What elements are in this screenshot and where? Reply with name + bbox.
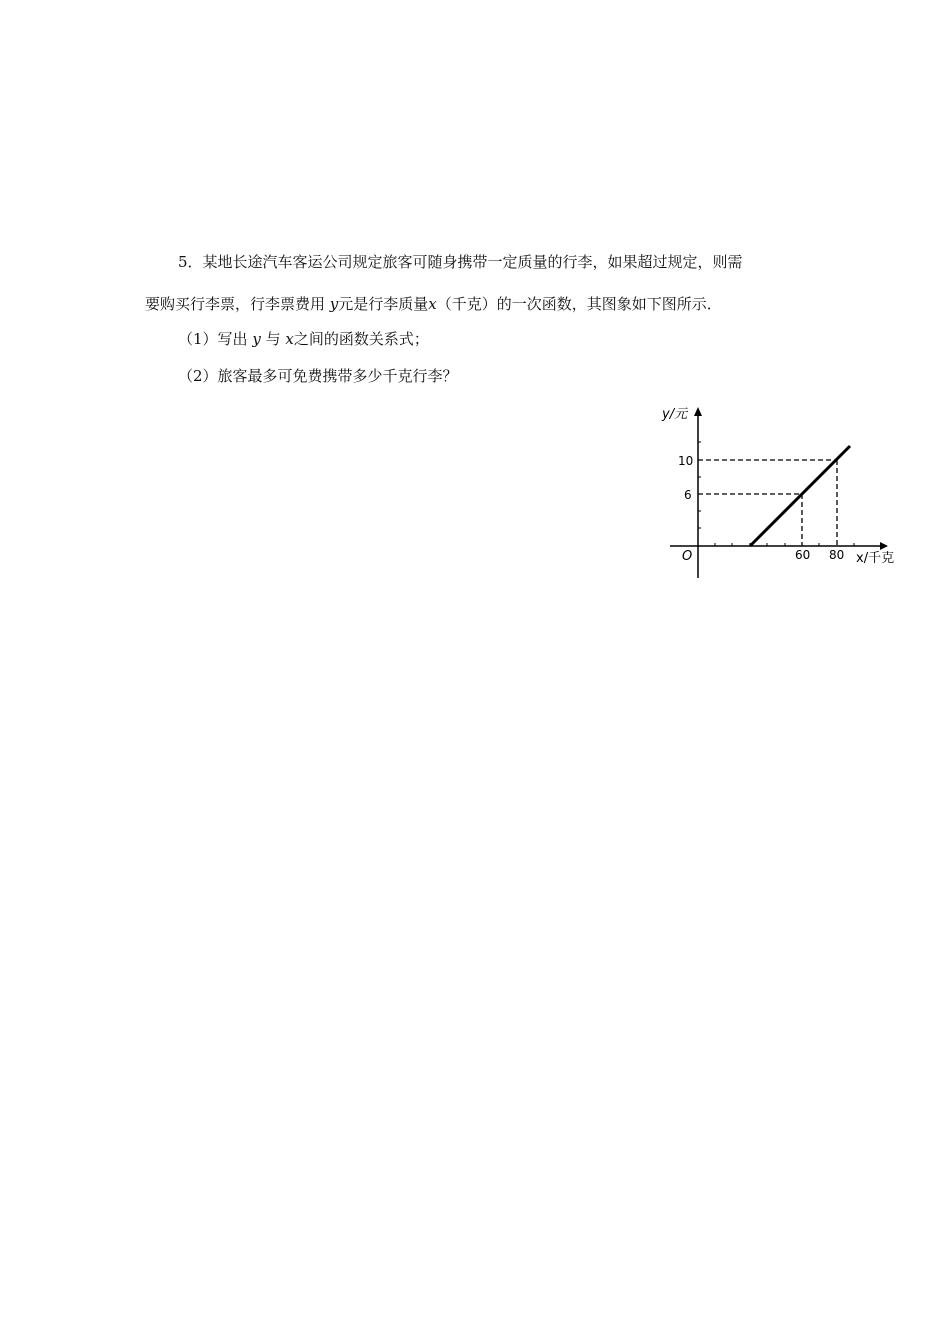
y-axis-arrow (694, 407, 702, 416)
y-axis-label: y/元 (662, 407, 688, 422)
origin-label: O (682, 549, 693, 564)
q1-text-b: 与 (265, 330, 281, 348)
q1-text-a: （1）写出 (178, 330, 248, 348)
question-1 (178, 329, 429, 349)
y-tick-label-10: 10 (678, 454, 694, 468)
function-line (750, 446, 850, 546)
x-axis-label: x/千克 (856, 551, 895, 566)
function-graph (658, 400, 908, 585)
line2-text-c: （千克）的一次函数，其图象如下图所示． (436, 295, 722, 313)
q1-variable-x: x (285, 330, 294, 348)
x-axis-arrow (880, 542, 888, 550)
line2-text-a: 要购买行李票，行李票费用 (145, 295, 326, 313)
line2-text-b: 元是行李质量 (338, 295, 429, 313)
x-tick-label-60: 60 (795, 548, 811, 562)
q1-variable-y: y (252, 330, 261, 348)
variable-y: y (329, 295, 339, 313)
problem-statement-line-2 (145, 294, 722, 314)
variable-x: x (428, 295, 437, 313)
problem-statement-line-1: 5．某地长途汽车客运公司规定旅客可随身携带一定质量的行李，如果超过规定，则需 (178, 253, 743, 271)
reference-lines (698, 460, 837, 546)
y-tick-label-6: 6 (684, 488, 692, 502)
question-2: （2）旅客最多可免费携带多少千克行李？ (178, 367, 458, 385)
q1-text-c: 之间的函数关系式； (293, 330, 429, 348)
x-tick-label-80: 80 (829, 548, 845, 562)
